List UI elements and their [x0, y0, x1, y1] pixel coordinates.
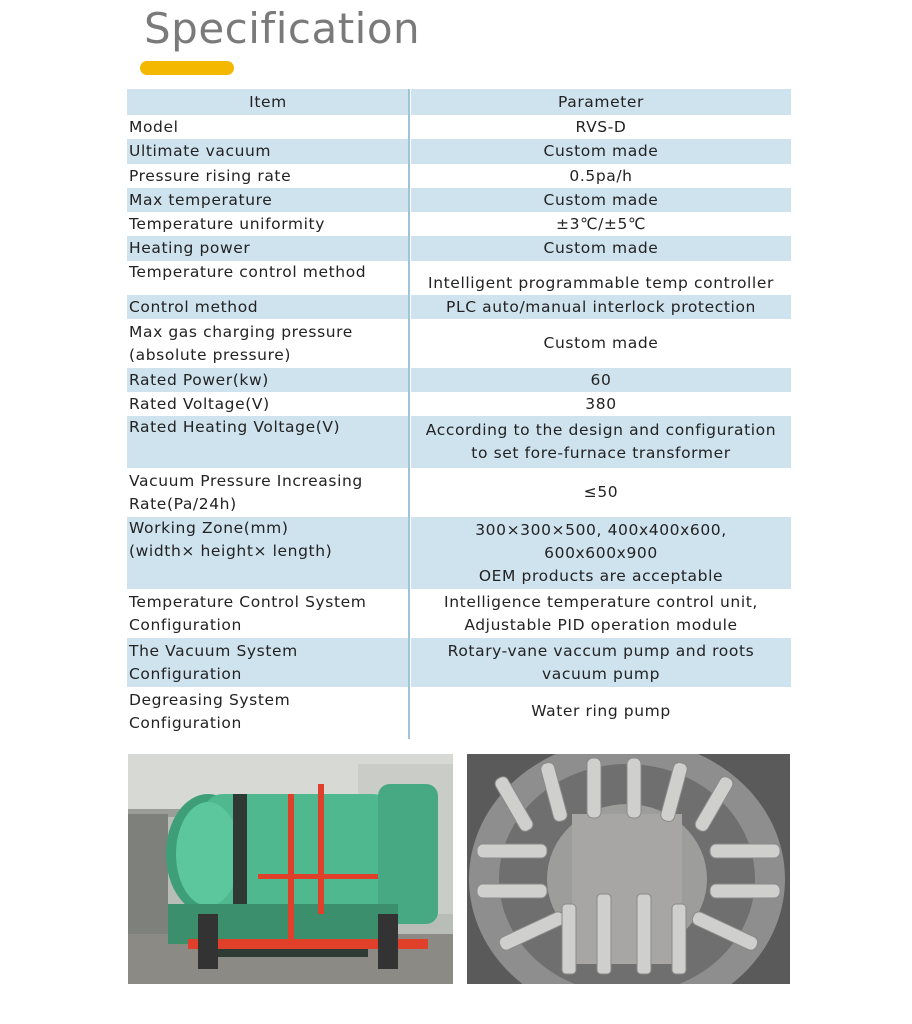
- row-item: Max gas charging pressure (absolute pressure): [127, 319, 410, 368]
- row-param: Intelligence temperature control unit, Adjustable PID operation module: [410, 589, 791, 638]
- heating-elements-illustration: [467, 754, 790, 984]
- row-item: Rated Voltage(V): [127, 392, 410, 416]
- table-row: [127, 368, 791, 392]
- row-param: Water ring pump: [410, 687, 791, 736]
- furnace-illustration: [128, 754, 453, 984]
- table-row: [127, 139, 791, 164]
- row-item: Temperature Control System Configuration: [127, 589, 410, 638]
- row-param: RVS-D: [410, 115, 791, 139]
- row-param: Custom made: [410, 236, 791, 261]
- row-param: ≤50: [410, 468, 791, 517]
- table-row: [127, 295, 791, 319]
- table-row: [127, 115, 791, 139]
- row-item: The Vacuum System Configuration: [127, 638, 410, 687]
- row-param: 60: [410, 368, 791, 392]
- row-param: PLC auto/manual interlock protection: [410, 295, 791, 319]
- table-row: [127, 164, 791, 188]
- table-row: [127, 517, 791, 589]
- row-item: Rated Heating Voltage(V): [127, 416, 410, 468]
- row-item: Vacuum Pressure Increasing Rate(Pa/24h): [127, 468, 410, 517]
- row-param: Rotary-vane vaccum pump and roots vacuum pump: [410, 638, 791, 687]
- table-row: [127, 392, 791, 416]
- row-item: Pressure rising rate: [127, 164, 410, 188]
- row-item: Rated Power(kw): [127, 368, 410, 392]
- table-row: [127, 212, 791, 236]
- table-row: [127, 468, 791, 517]
- row-param: Custom made: [410, 139, 791, 164]
- page-title: Specification: [144, 4, 421, 53]
- row-item: Temperature control method: [127, 261, 410, 295]
- table-row: [127, 188, 791, 212]
- row-param: 300×300×500, 400x400x600, 600x600x900 OEM products are acceptable: [410, 517, 791, 589]
- row-param: Intelligent programmable temp controller: [410, 261, 791, 295]
- row-param: Custom made: [410, 188, 791, 212]
- table-row: [127, 589, 791, 638]
- row-item: Temperature uniformity: [127, 212, 410, 236]
- row-item: Ultimate vacuum: [127, 139, 410, 164]
- row-item: Working Zone(mm) (width× height× length): [127, 517, 410, 589]
- spec-table: [127, 89, 791, 736]
- row-param: 0.5pa/h: [410, 164, 791, 188]
- furnace-photo: [128, 754, 453, 984]
- table-header-row: [127, 89, 791, 115]
- row-item: Model: [127, 115, 410, 139]
- row-item: Max temperature: [127, 188, 410, 212]
- header-item: Item: [127, 89, 410, 115]
- table-row: [127, 638, 791, 687]
- row-item: Heating power: [127, 236, 410, 261]
- furnace-interior-photo: [467, 754, 790, 984]
- table-row: [127, 236, 791, 261]
- title-accent-bar: [140, 61, 234, 75]
- row-item: Degreasing System Configuration: [127, 687, 410, 736]
- row-item: Control method: [127, 295, 410, 319]
- row-param: Custom made: [410, 319, 791, 368]
- row-param: ±3℃/±5℃: [410, 212, 791, 236]
- header-parameter: Parameter: [410, 89, 791, 115]
- column-divider: [408, 89, 410, 739]
- row-param: 380: [410, 392, 791, 416]
- table-row: [127, 687, 791, 736]
- row-param: According to the design and configuration to set fore-furnace transformer: [410, 416, 791, 468]
- table-row: [127, 416, 791, 468]
- table-row: [127, 319, 791, 368]
- table-row: [127, 261, 791, 295]
